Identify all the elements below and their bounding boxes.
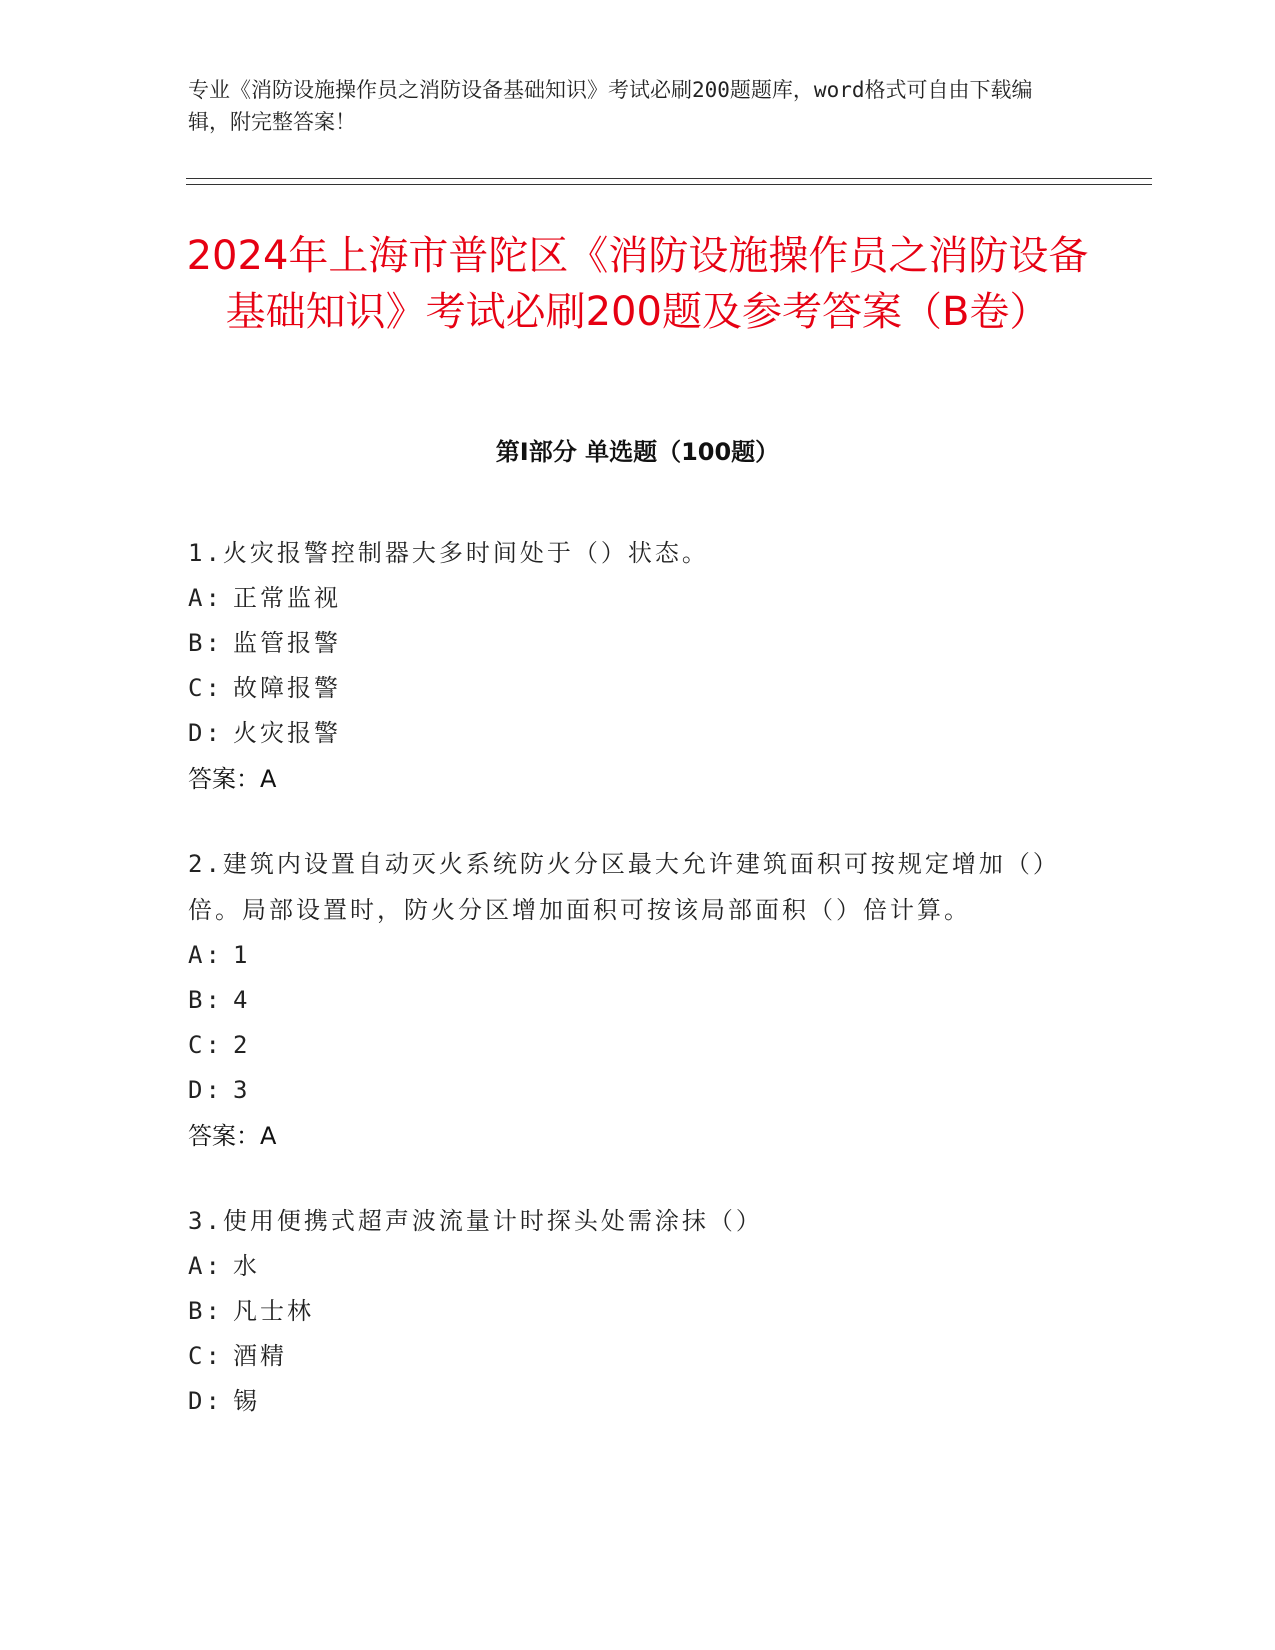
header-divider-top <box>186 178 1152 179</box>
option-d <box>188 711 1068 756</box>
question-list <box>188 530 1068 1463</box>
option-letter: A: <box>188 584 223 612</box>
option-text: 故障报警 <box>233 674 341 702</box>
option-c <box>188 666 1068 711</box>
option-d <box>188 1379 1068 1424</box>
question-2 <box>188 841 1068 1159</box>
option-text: 4 <box>233 986 251 1014</box>
section-title: 第I部分 单选题（100题） <box>495 438 780 466</box>
option-text: 火灾报警 <box>233 719 341 747</box>
question-1 <box>188 530 1068 802</box>
header-note: 专业《消防设施操作员之消防设备基础知识》考试必刷200题题库，word格式可自由下载编辑，附完整答案！ <box>188 78 1033 134</box>
option-d <box>188 1068 1068 1113</box>
option-letter: C: <box>188 674 223 702</box>
option-a <box>188 576 1068 621</box>
option-letter: D: <box>188 1387 223 1415</box>
option-b <box>188 978 1068 1023</box>
option-c <box>188 1334 1068 1379</box>
option-letter: D: <box>188 719 223 747</box>
option-a <box>188 1244 1068 1289</box>
option-text: 正常监视 <box>233 584 341 612</box>
option-b <box>188 621 1068 666</box>
option-b <box>188 1289 1068 1334</box>
answer-line: 答案：A <box>188 765 277 793</box>
question-stem: 1.火灾报警控制器大多时间处于（）状态。 <box>188 539 709 567</box>
answer-line: 答案：A <box>188 1122 277 1150</box>
option-letter: B: <box>188 1297 223 1325</box>
question-stem: 2.建筑内设置自动灭火系统防火分区最大允许建筑面积可按规定增加（）倍。局部设置时，防火分区增加面积可按该局部面积（）倍计算。 <box>188 850 1060 924</box>
option-c <box>188 1023 1068 1068</box>
question-3 <box>188 1198 1068 1424</box>
option-text: 锡 <box>233 1387 260 1415</box>
option-text: 水 <box>233 1252 260 1280</box>
option-text: 酒精 <box>233 1342 287 1370</box>
header-divider-bottom <box>186 184 1152 185</box>
option-letter: C: <box>188 1342 223 1370</box>
option-letter: B: <box>188 986 223 1014</box>
option-text: 1 <box>233 941 251 969</box>
option-letter: D: <box>188 1076 223 1104</box>
option-text: 凡士林 <box>233 1297 314 1325</box>
option-letter: A: <box>188 1252 223 1280</box>
option-letter: C: <box>188 1031 223 1059</box>
document-title: 2024年上海市普陀区《消防设施操作员之消防设备基础知识》考试必刷200题及参考答案（B卷） <box>186 233 1089 335</box>
option-letter: B: <box>188 629 223 657</box>
option-letter: A: <box>188 941 223 969</box>
question-stem: 3.使用便携式超声波流量计时探头处需涂抹（） <box>188 1207 763 1235</box>
option-text: 2 <box>233 1031 251 1059</box>
option-text: 监管报警 <box>233 629 341 657</box>
option-a <box>188 933 1068 978</box>
option-text: 3 <box>233 1076 251 1104</box>
